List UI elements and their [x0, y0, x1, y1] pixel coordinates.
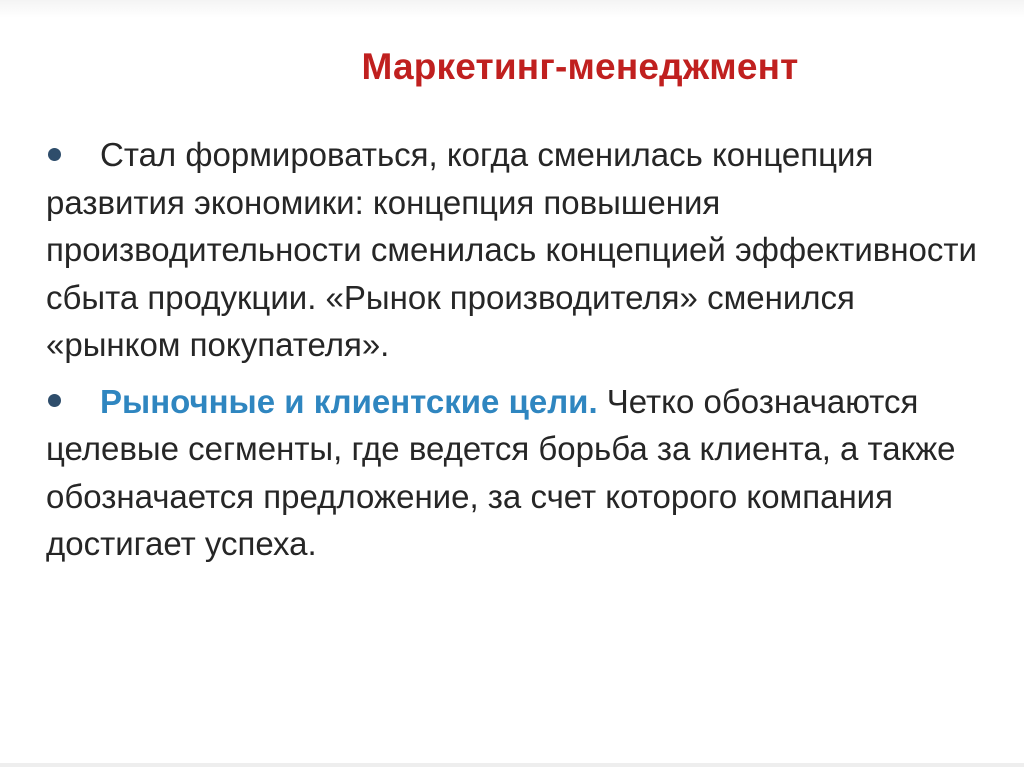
- bullet-1-text: Стал формироваться, когда сменилась концепция развития экономики: концепция повышения производительности сменилась концепцией эффективности сбыта продукции. «Рынок производителя» сменился «рынком покупателя».: [46, 136, 977, 363]
- bullet-dot-icon: [48, 148, 61, 161]
- slide-content: [46, 131, 986, 568]
- bullet-2-text: Четко обозначаются целевые сегменты, где ведется борьба за клиента, а также обозначается предложение, за счет которого компания достигает успеха.: [46, 382, 956, 562]
- bullet-paragraph-1: [46, 131, 986, 369]
- bullet-2-emphasis: Рыночные и клиентские цели.: [100, 382, 598, 420]
- top-strip: [0, 0, 1024, 18]
- bottom-divider: [0, 763, 1024, 767]
- bullet-paragraph-2: [46, 378, 986, 568]
- bullet-dot-icon: [48, 394, 61, 407]
- slide-title: Маркетинг-менеджмент: [361, 46, 799, 87]
